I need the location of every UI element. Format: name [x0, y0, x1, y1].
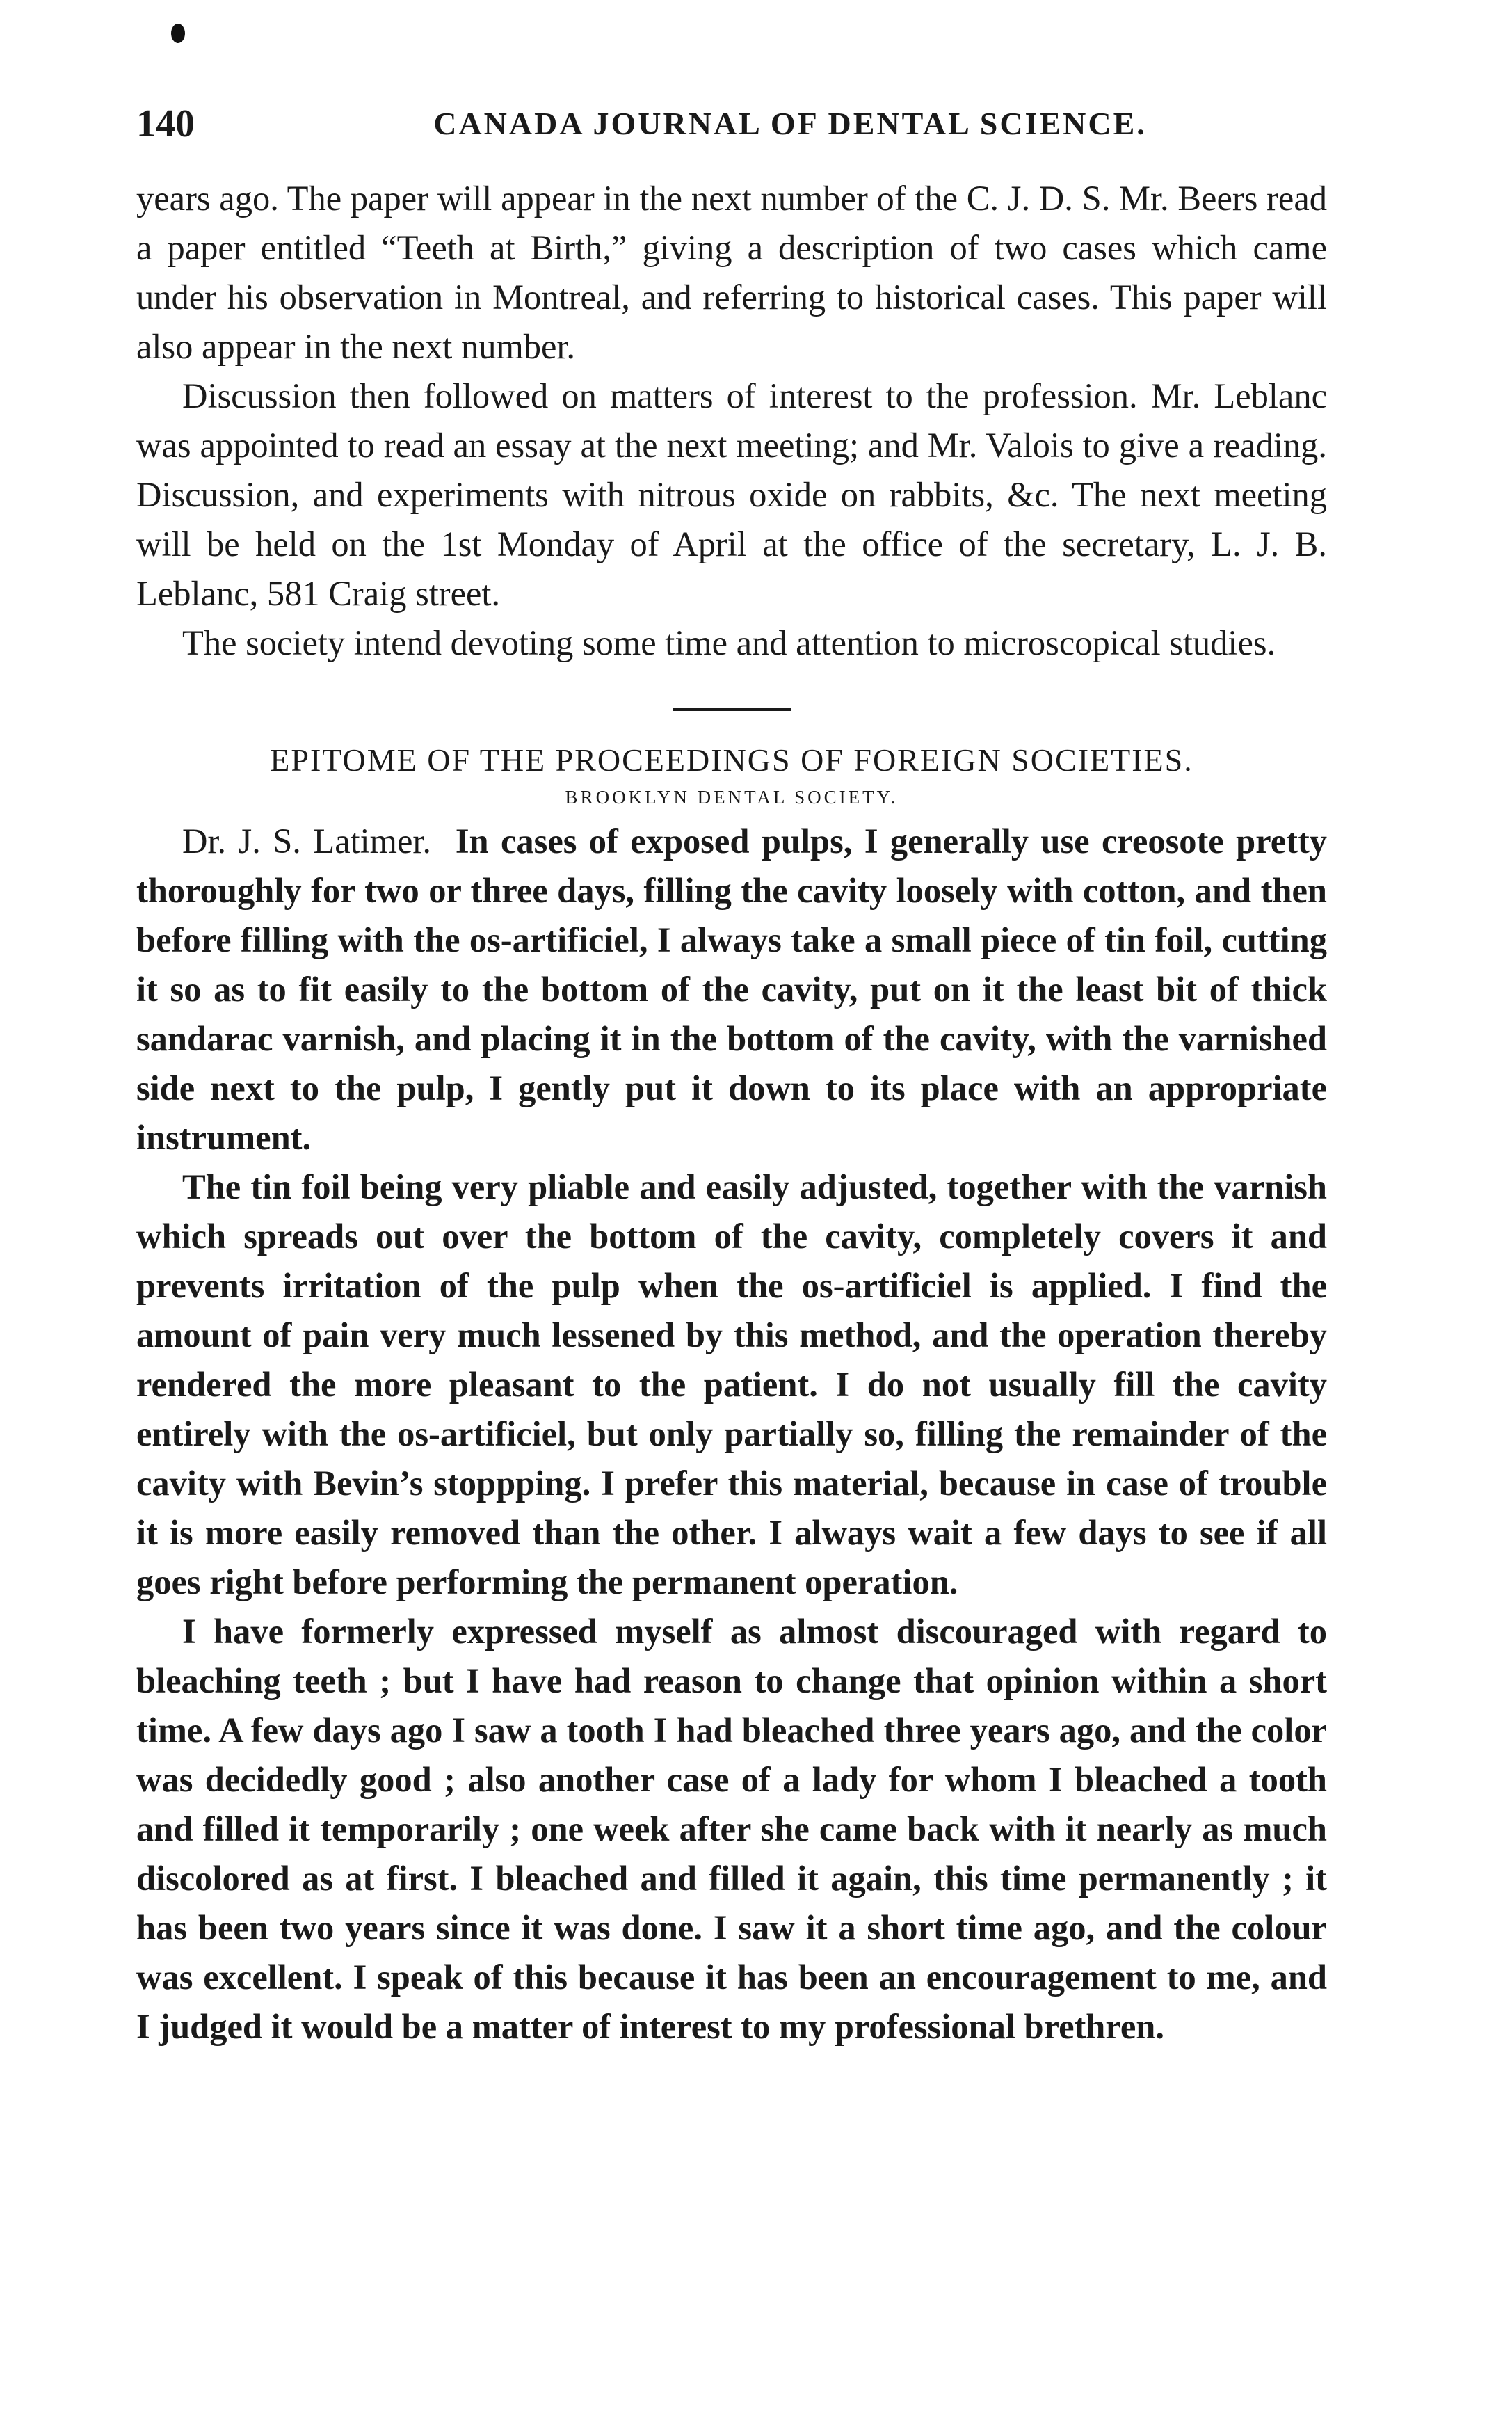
ink-blot	[171, 24, 185, 43]
paragraph: years ago. The paper will appear in the next number of the C. J. D. S. Mr. Beers read a paper entitled “Teeth at Birth,” giving a description of two cases which came under his observation in Montreal, and referring to historical cases. This paper will also appear in the next number.	[136, 179, 1327, 366]
paragraph: The tin foil being very pliable and easily adjusted, together with the varnish which spreads out over the bottom of the cavity, completely covers it and prevents irritation of the pulp when the os-artificiel is applied. I find the amount of pain very much lessened by this method, and the operation thereby rendered the more pleasant to the patient. I do not usually fill the cavity entirely with the os-artificiel, but only partially so, filling the remainder of the cavity with Bevin’s stoppping. I prefer this material, because in case of trouble it is more easily removed than the other. I always wait a few days to see if all goes right before performing the permanent operation.	[136, 1167, 1327, 1601]
paragraph: I have formerly expressed myself as almost discouraged with regard to bleaching teeth ; but I have had reason to change that opinion within a short time. A few days ago I saw a tooth I had bleached three years ago, and the color was decidedly good ; also another case of a lady for whom I bleached a tooth and filled it temporarily ; one week after she came back with it nearly as much discolored as at first. I bleached and filled it again, this time permanently ; it has been two years since it was done. I saw it a short time ago, and the colour was excellent. I speak of this because it has been an encouragement to me, and I judged it would be a matter of interest to my professional brethren.	[136, 1612, 1327, 2046]
text-column	[136, 174, 1327, 2051]
proceedings-body	[136, 817, 1327, 2051]
paragraph: The society intend devoting some time and attention to microscopical studies.	[182, 623, 1276, 662]
section-divider	[673, 708, 791, 711]
running-head: CANADA JOURNAL OF DENTAL SCIENCE.	[433, 106, 1147, 141]
speaker-name: Dr. J. S. Latimer.	[182, 822, 432, 861]
page-header	[136, 96, 1319, 152]
section-subtitle: BROOKLYN DENTAL SOCIETY.	[565, 787, 899, 808]
section-title: EPITOME OF THE PROCEEDINGS OF FOREIGN SOCIETIES.	[270, 742, 1193, 778]
paragraph-with-speaker	[136, 817, 1327, 1162]
paragraph-text: In cases of exposed pulps, I generally use creosote pretty thoroughly for two or three days, filling the cavity loosely with cotton, and then before filling with the os-artificiel, I always take a small piece of tin foil, cutting it so as to fit easily to the bottom of the cavity, put on it the least bit of thick sandarac varnish, and placing it in the bottom of the cavity, with the varnished side next to the pulp, I gently put it down to its place with an appropriate instrument.	[136, 822, 1328, 1157]
page-number: 140	[136, 102, 195, 145]
paragraph: Discussion then followed on matters of interest to the profession. Mr. Leblanc was appointed to read an essay at the next meeting; and Mr. Valois to give a reading. Discussion, and experiments with nitrous oxide on rabbits, &c. The next meeting will be held on the 1st Monday of April at the office of the secretary, L. J. B. Leblanc, 581 Craig street.	[136, 376, 1327, 613]
